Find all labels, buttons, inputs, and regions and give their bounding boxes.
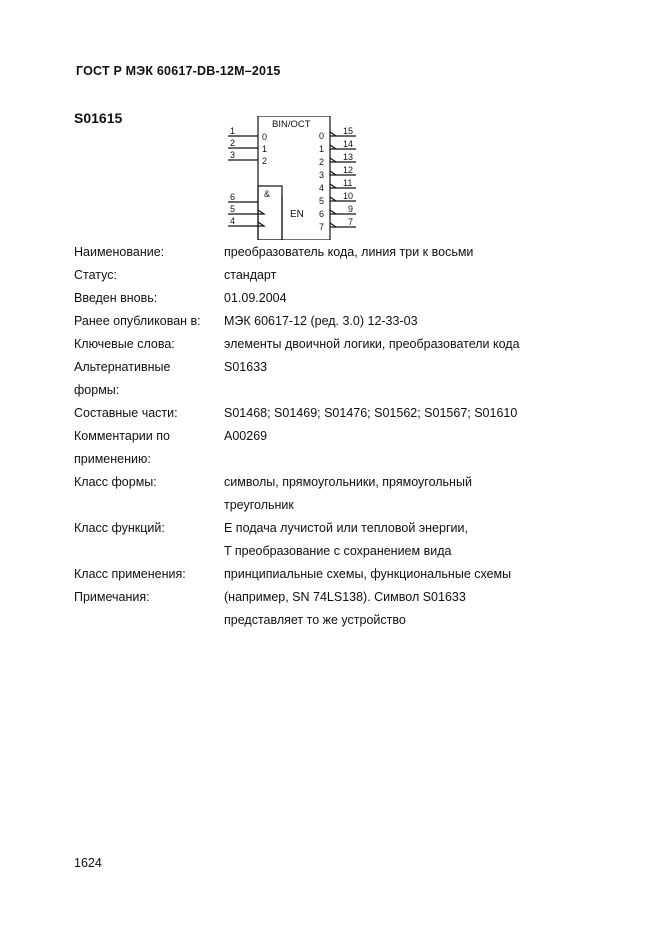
- attribute-row: [74, 402, 594, 425]
- attribute-value: [224, 517, 594, 563]
- attribute-value-line: преобразователь кода, линия три к восьми: [224, 245, 474, 259]
- attribute-value-line: S01468; S01469; S01476; S01562; S01567; S01610: [224, 406, 518, 420]
- attribute-row: [74, 333, 594, 356]
- attribute-value: [224, 586, 594, 632]
- output-pin: 10: [343, 191, 354, 201]
- attribute-label: Класс функций:: [74, 521, 165, 535]
- attribute-row: [74, 586, 594, 632]
- attribute-value: [224, 402, 594, 425]
- attribute-label: Примечания:: [74, 590, 150, 604]
- attribute-value-line: (например, SN 74LS138). Символ S01633: [224, 590, 466, 604]
- output-index: 4: [319, 183, 325, 193]
- attribute-value: [224, 471, 594, 517]
- attribute-value-line: S01633: [224, 360, 268, 374]
- attribute-row: [74, 241, 594, 264]
- and-label: &: [264, 189, 271, 199]
- attribute-label: Введен вновь:: [74, 291, 158, 305]
- input-weight: 2: [262, 156, 268, 166]
- attribute-label: Составные части:: [74, 406, 178, 420]
- attribute-value: [224, 425, 594, 471]
- output-index: 3: [319, 170, 325, 180]
- attribute-label: Альтернативные формы:: [74, 360, 171, 397]
- enable-pin: 6: [230, 192, 236, 202]
- attribute-value-line: представляет то же устройство: [224, 613, 406, 627]
- attribute-row: [74, 287, 594, 310]
- decoder-symbol-diagram: [224, 116, 364, 240]
- attribute-label: Ранее опубликован в:: [74, 314, 201, 328]
- attribute-label: Наименование:: [74, 245, 165, 259]
- attribute-value-line: треугольник: [224, 498, 294, 512]
- attribute-value-line: принципиальные схемы, функциональные схемы: [224, 567, 512, 581]
- input-pin: 1: [230, 126, 236, 136]
- attribute-row: [74, 563, 594, 586]
- enable-pin: 5: [230, 204, 236, 214]
- output-index: 7: [319, 222, 325, 232]
- input-weight: 0: [262, 132, 268, 142]
- attribute-label: Класс применения:: [74, 567, 186, 581]
- attribute-row: [74, 264, 594, 287]
- page-number: 1624: [74, 856, 102, 870]
- attribute-value: [224, 310, 594, 333]
- output-index: 2: [319, 157, 325, 167]
- output-index: 1: [319, 144, 325, 154]
- output-pin: 12: [343, 165, 354, 175]
- enable-pin: 4: [230, 216, 236, 226]
- attribute-label: Комментарии по применению:: [74, 429, 170, 466]
- attribute-value: [224, 563, 594, 586]
- attribute-value-line: T преобразование с сохранением вида: [224, 544, 452, 558]
- negation-triangle-4: [258, 222, 264, 226]
- attribute-value: [224, 241, 594, 264]
- block-label: BIN/OCT: [272, 119, 311, 130]
- output-pin: 14: [343, 139, 354, 149]
- attribute-value-line: элементы двоичной логики, преобразователи кода: [224, 337, 520, 351]
- attribute-row: [74, 517, 594, 563]
- attribute-table: [74, 241, 594, 632]
- output-pin: 9: [348, 204, 354, 214]
- attribute-value: [224, 333, 594, 356]
- attribute-value-line: 01.09.2004: [224, 291, 287, 305]
- output-index: 6: [319, 209, 325, 219]
- attribute-value-line: символы, прямоугольники, прямоугольный: [224, 475, 472, 489]
- attribute-row: [74, 471, 594, 517]
- output-pin: 15: [343, 126, 354, 136]
- attribute-value: [224, 356, 594, 402]
- output-pin: 11: [343, 178, 353, 188]
- en-label: EN: [290, 209, 304, 220]
- output-index: 5: [319, 196, 325, 206]
- input-pin: 2: [230, 138, 236, 148]
- attribute-value-line: A00269: [224, 429, 268, 443]
- attribute-label: Класс формы:: [74, 475, 157, 489]
- input-weight: 1: [262, 144, 268, 154]
- output-pin: 7: [348, 217, 354, 227]
- attribute-row: [74, 310, 594, 333]
- attribute-value-line: E подача лучистой или тепловой энергии,: [224, 521, 468, 535]
- negation-triangle-5: [258, 210, 264, 214]
- attribute-value-line: МЭК 60617-12 (ред. 3.0) 12-33-03: [224, 314, 418, 328]
- attribute-value-line: стандарт: [224, 268, 277, 282]
- output-pin: 13: [343, 152, 354, 162]
- input-pin: 3: [230, 150, 236, 160]
- attribute-row: [74, 425, 594, 471]
- attribute-value: [224, 287, 594, 310]
- attribute-label: Статус:: [74, 268, 117, 282]
- output-index: 0: [319, 131, 325, 141]
- symbol-code: S01615: [74, 110, 123, 126]
- document-header: ГОСТ Р МЭК 60617-DB-12M–2015: [76, 64, 281, 78]
- attribute-value: [224, 264, 594, 287]
- attribute-row: [74, 356, 594, 402]
- attribute-label: Ключевые слова:: [74, 337, 175, 351]
